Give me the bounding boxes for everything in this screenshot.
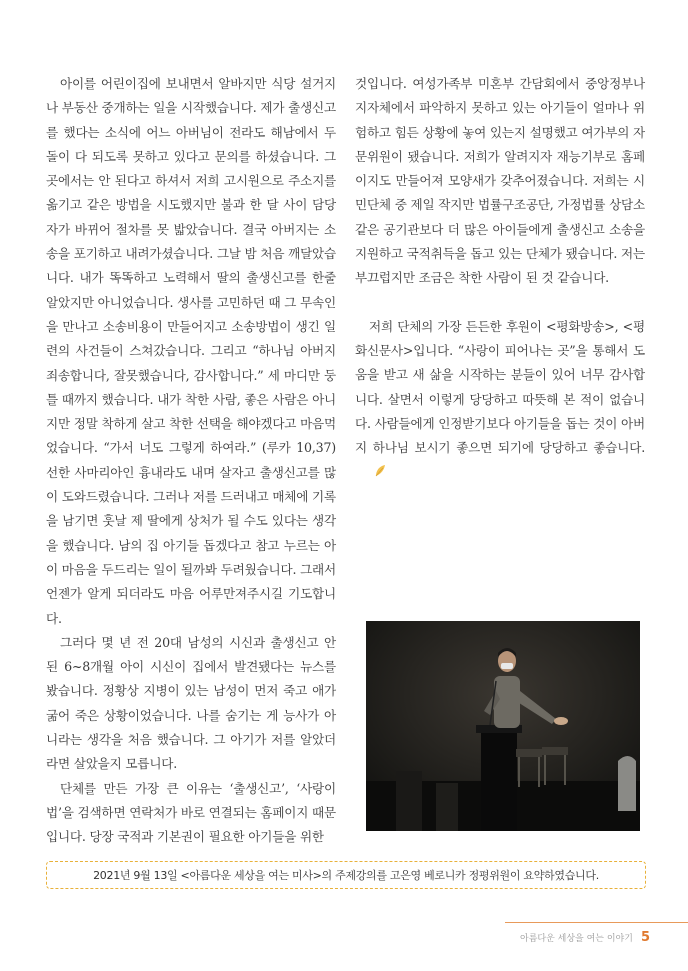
paragraph <box>355 315 645 485</box>
paragraph: 그러다 몇 년 전 20대 남성의 시신과 출생신고 안 된 6~8개월 아이 시신이 집에서 발견됐다는 뉴스를 봤습니다. 정황상 지병이 있는 남성이 먼저 죽고 애가 굶어 죽은 상황이었습니다. 나를 숨기는 게 능사가 아니라는 생각을 처음 했습니다. 그 아기가 저를 알았더라면 살았을지 모릅니다. <box>46 634 336 772</box>
paragraph: 아이를 어린이집에 보내면서 알바지만 식당 설거지나 부동산 중개하는 일을 시작했습니다. 제가 출생신고를 했다는 소식에 어느 아버님이 전라도 해남에서 두 돌이 다 되도록 못하고 있다고 문의를 하셨습니다. 그곳에서는 안 된다고 하셔서 저희 고시원으로 주소지를 옮기고 같은 방법을 시도했지만 불과 한 달 사이 담당자가 바뀌어 절차를 못 밟았습니다. 결국 아버지는 소송을 포기하고 내려가셨습니다. 그날 밤 처음 깨달았습니다. 내가 똑똑하고 노력해서 딸의 출생신고를 한줄 알았지만 아니었습니다. 생사를 고민하던 때 그 무속인을 만나고 소송비용이 만들어지고 소송방법이 생긴 일련의 사건들이 스쳐갔습니다. 그리고 “하나님 아버지 죄송합니다, 잘못했습니다, 감사합니다.” 세 마디만 둥틀 때까지 했습니다. 내가 착한 사람, 좋은 사람은 아니지만 정말 착하게 살고 착한 선택을 해야겠다고 마음먹었습니다. “가서 너도 그렇게 하여라.” (루카 10,37) 선한 사마리아인 흉내라도 내며 살자고 출생신고를 많이 도와드렸습니다. 그러나 저를 드러내고 매체에 기록을 남기면 훗날 제 딸에게 상처가 될 수도 있다는 생각을 했습니다. 남의 집 아기들 돕겠다고 참고 누르는 아이 마음을 두드리는 일이 될까봐 두려웠습니다. 그래서 언젠가 알게 되더라도 마음 어루만져주시길 기도합니다. <box>46 76 336 626</box>
lecture-photo <box>366 621 640 831</box>
paragraph: 것입니다. 여성가족부 미혼부 간담회에서 중앙정부나 지자체에서 파악하지 못하고 있는 아기들이 얼마나 위험하고 힘든 상황에 놓여 있는지 설명했고 여가부의 자문위원이 됐습니다. 저희가 알려지자 재능기부로 홈페이지도 만들어져 모양새가 갖추어졌습니다. 저희는 시민단체 중 제일 작지만 법률구조공단, 가정법률 상담소 같은 공기관보다 더 많은 아이들에게 출생신고 소송을 지원하고 국적취득을 돕고 있는 단체가 됐습니다. 저는 부끄럽지만 조금은 착한 사람이 된 것 같습니다. <box>355 76 645 286</box>
right-column <box>355 72 645 485</box>
footer <box>520 930 650 945</box>
left-column <box>46 72 336 850</box>
leaf-icon <box>359 462 373 476</box>
page-number: 5 <box>640 930 650 945</box>
magazine-title: 아름다운 세상을 여는 이야기 <box>520 934 633 944</box>
footer-divider <box>505 922 688 923</box>
paragraph-text: 저희 단체의 가장 든든한 후원이 <평화방송>, <평화신문사>입니다. “사랑이 피어나는 곳”을 통해서 도움을 받고 새 삶을 시작하는 분들이 있어 너무 감사합니다. 살면서 이렇게 당당하고 따뜻해 본 적이 없습니다. 사람들에게 인정받기보다 아기들을 돕는 것이 아버지 하나님 보시기 좋으면 되기에 당당하고 좋습니다. <box>355 318 645 456</box>
paragraph: 단체를 만든 가장 큰 이유는 ‘출생신고’, ‘사랑이법’을 검색하면 연락처가 바로 연결되는 홈페이지 때문입니다. 당장 국적과 기본권이 필요한 아기들을 위한 <box>46 780 336 845</box>
photo-caption: 2021년 9월 13일 <아름다운 세상을 여는 미사>의 주제강의를 고은영 베로니카 정평위원이 요약하였습니다. <box>46 861 646 889</box>
